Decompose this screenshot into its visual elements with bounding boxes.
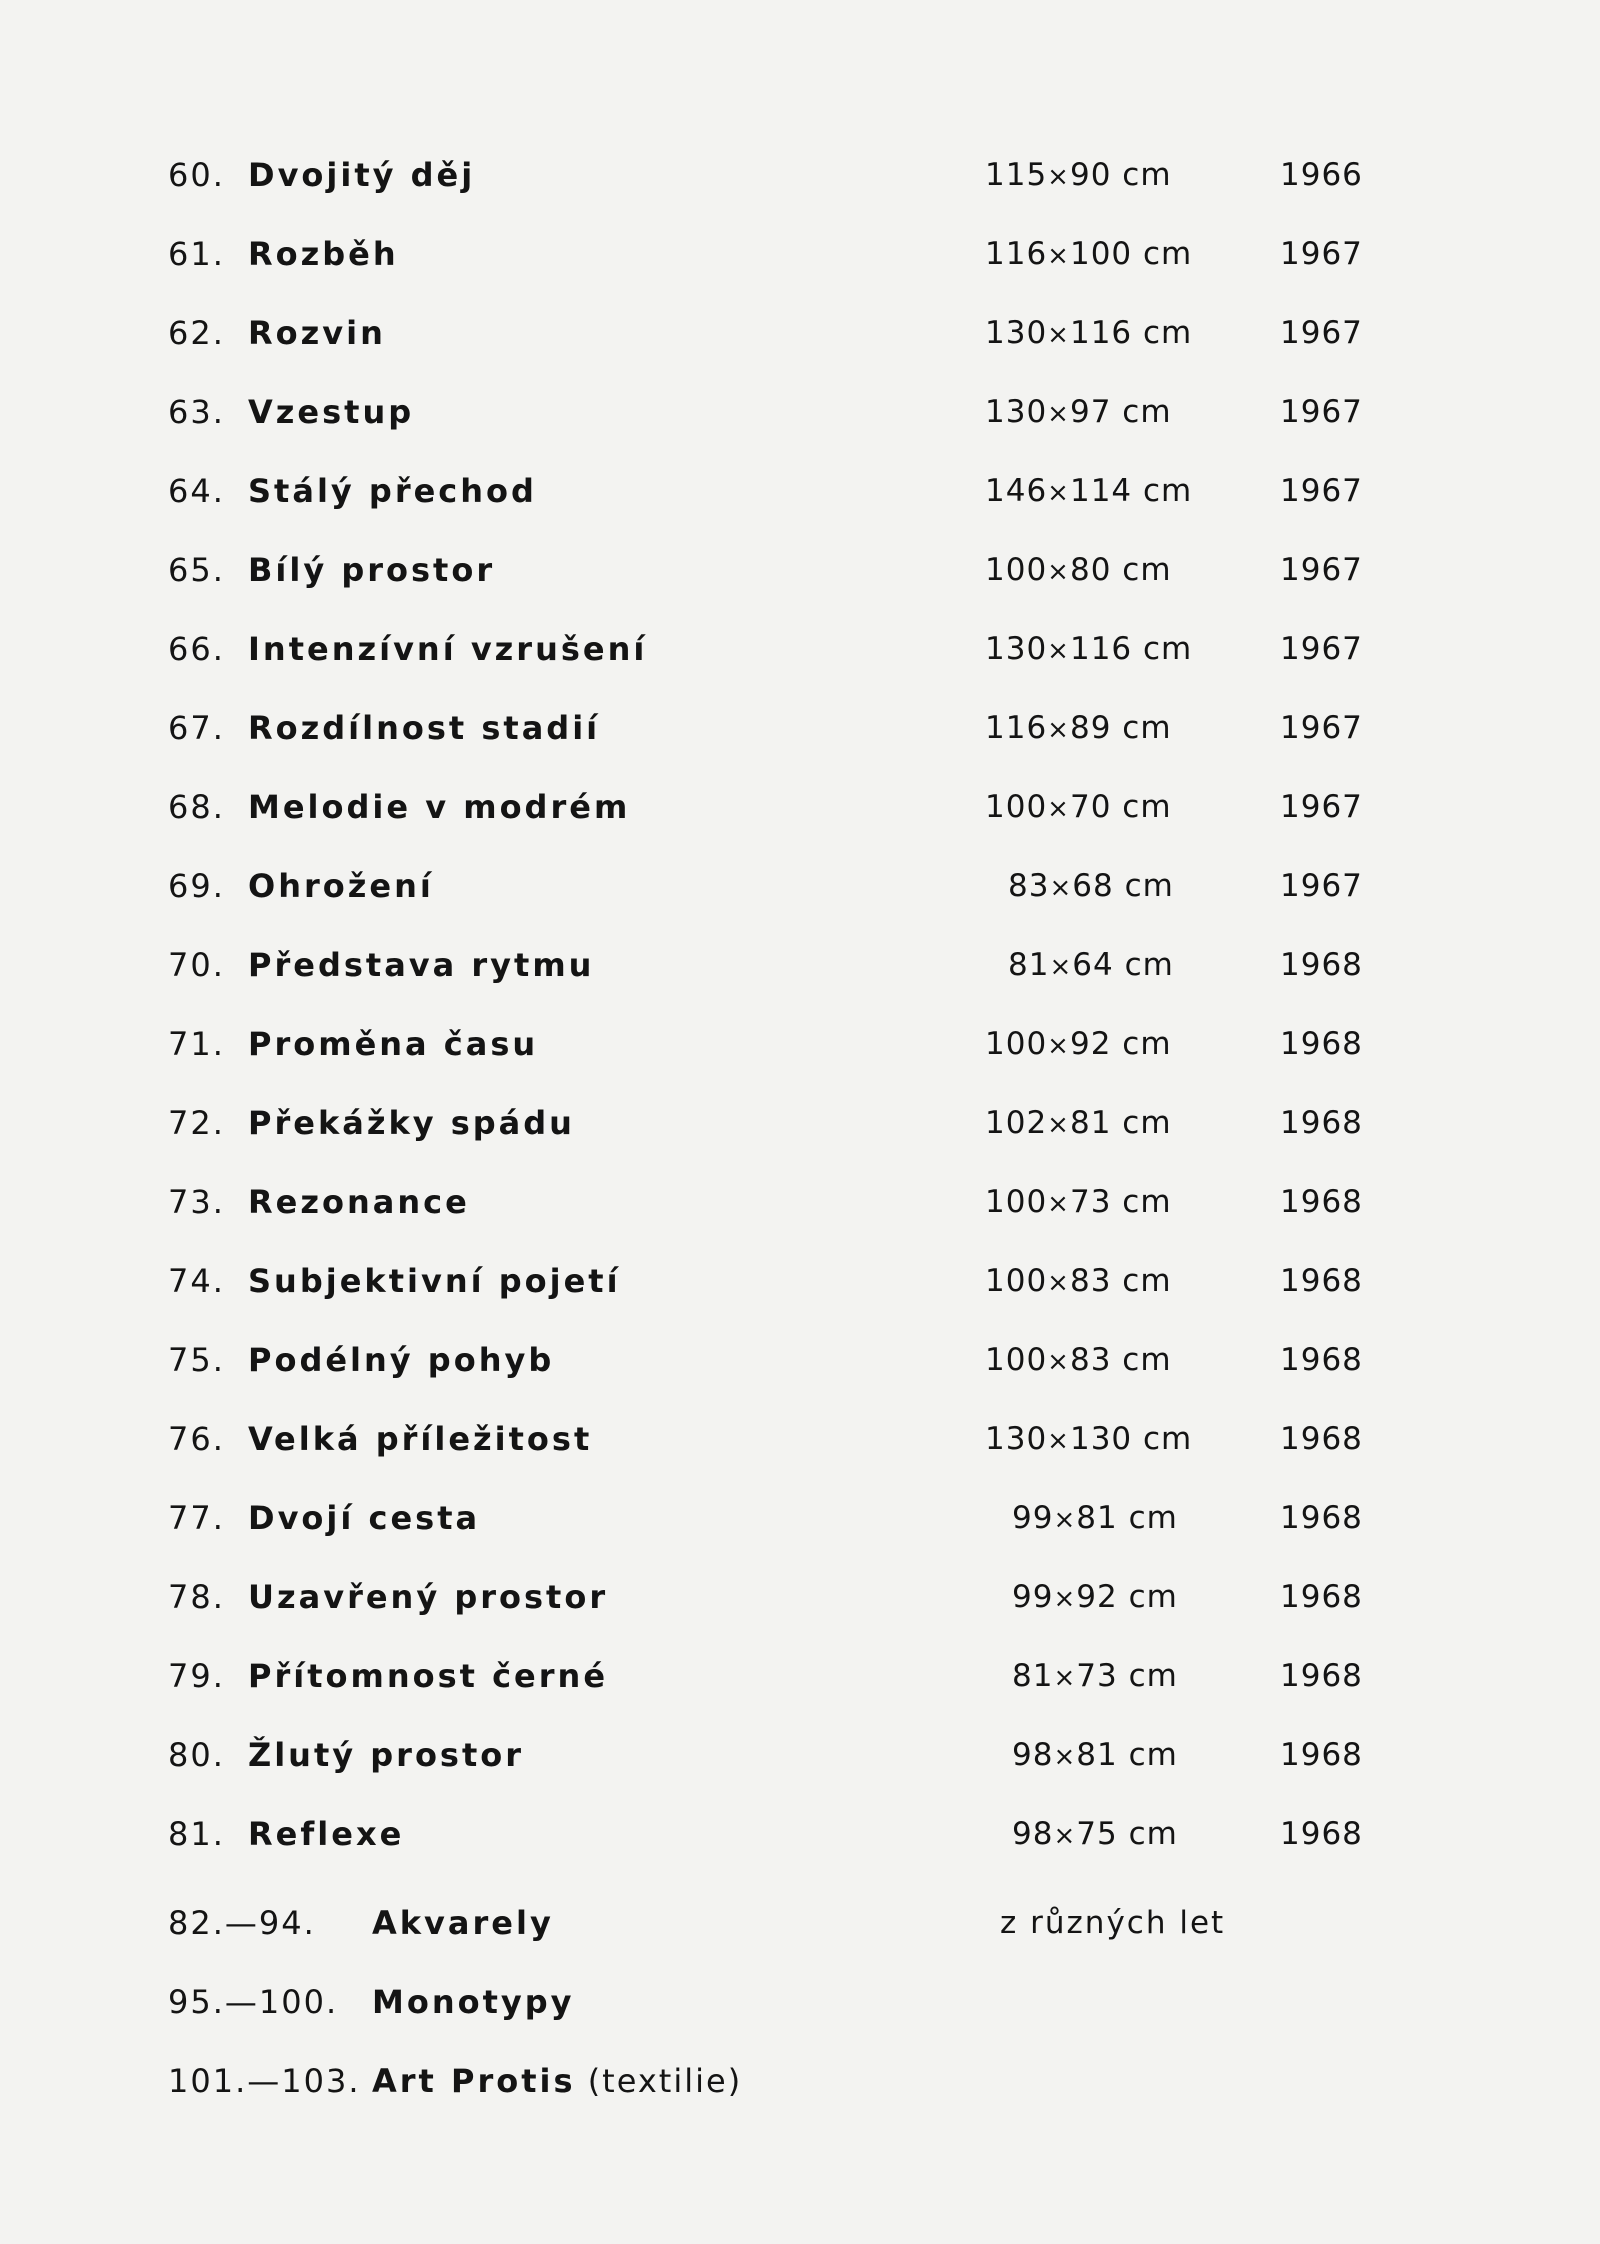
entry-dimensions: 99×92 cm bbox=[1012, 1579, 1178, 1615]
entry-title: Rozdílnost stadií bbox=[248, 709, 601, 747]
range-title: Monotypy bbox=[372, 1983, 575, 2021]
entry-title: Rozběh bbox=[248, 235, 399, 273]
catalogue-entry bbox=[0, 224, 1600, 284]
entry-title: Stálý přechod bbox=[248, 472, 537, 510]
entry-title: Proměna času bbox=[248, 1025, 539, 1063]
entry-title: Dvojí cesta bbox=[248, 1499, 481, 1537]
entry-title: Uzavřený prostor bbox=[248, 1578, 609, 1616]
entry-year: 1967 bbox=[1280, 473, 1363, 509]
entry-number: 68. bbox=[168, 788, 225, 826]
entry-year: 1968 bbox=[1280, 1263, 1363, 1299]
entry-year: 1968 bbox=[1280, 1421, 1363, 1457]
entry-dimensions: 116×100 cm bbox=[985, 236, 1193, 272]
entry-dimensions: 146×114 cm bbox=[985, 473, 1193, 509]
entry-dimensions: 98×81 cm bbox=[1012, 1737, 1178, 1773]
entry-number: 76. bbox=[168, 1420, 225, 1458]
entry-number: 63. bbox=[168, 393, 225, 431]
entry-year: 1967 bbox=[1280, 789, 1363, 825]
entry-number: 61. bbox=[168, 235, 225, 273]
catalogue-entry bbox=[0, 698, 1600, 758]
entry-number: 67. bbox=[168, 709, 225, 747]
entry-dimensions: 130×116 cm bbox=[985, 631, 1193, 667]
catalogue-entry bbox=[0, 1725, 1600, 1785]
entry-year: 1968 bbox=[1280, 1342, 1363, 1378]
entry-dimensions: 115×90 cm bbox=[985, 157, 1172, 193]
entry-title: Melodie v modrém bbox=[248, 788, 631, 826]
entry-title: Bílý prostor bbox=[248, 551, 496, 589]
catalogue-entry bbox=[0, 1488, 1600, 1548]
catalogue-entry bbox=[0, 461, 1600, 521]
entry-dimensions: 81×73 cm bbox=[1012, 1658, 1178, 1694]
entry-dimensions: 100×83 cm bbox=[985, 1263, 1172, 1299]
entry-number: 81. bbox=[168, 1815, 225, 1853]
catalogue-entry bbox=[0, 145, 1600, 205]
entry-dimensions: 130×97 cm bbox=[985, 394, 1172, 430]
entry-year: 1967 bbox=[1280, 710, 1363, 746]
entry-title: Ohrožení bbox=[248, 867, 434, 905]
entry-dimensions: 130×116 cm bbox=[985, 315, 1193, 351]
entry-title: Dvojitý děj bbox=[248, 156, 476, 194]
range-title: Art Protis (textilie) bbox=[372, 2062, 743, 2100]
entry-year: 1967 bbox=[1280, 552, 1363, 588]
catalogue-entry bbox=[0, 1804, 1600, 1864]
catalogue-range-entry bbox=[0, 2051, 1600, 2111]
entry-year: 1968 bbox=[1280, 1105, 1363, 1141]
entry-title: Rozvin bbox=[248, 314, 386, 352]
entry-dimensions: 130×130 cm bbox=[985, 1421, 1193, 1457]
entry-dimensions: 100×73 cm bbox=[985, 1184, 1172, 1220]
entry-number: 74. bbox=[168, 1262, 225, 1300]
entry-year: 1967 bbox=[1280, 868, 1363, 904]
range-number: 82.—94. bbox=[168, 1904, 316, 1942]
catalogue-entry bbox=[0, 856, 1600, 916]
entry-title: Žlutý prostor bbox=[248, 1736, 525, 1774]
entry-year: 1968 bbox=[1280, 1500, 1363, 1536]
catalogue-entry bbox=[0, 777, 1600, 837]
entry-dimensions: 116×89 cm bbox=[985, 710, 1172, 746]
entry-dimensions: 100×92 cm bbox=[985, 1026, 1172, 1062]
entry-dimensions: 100×83 cm bbox=[985, 1342, 1172, 1378]
catalogue-entry bbox=[0, 1093, 1600, 1153]
catalogue-entry bbox=[0, 1014, 1600, 1074]
range-number: 95.—100. bbox=[168, 1983, 339, 2021]
entry-dimensions: 98×75 cm bbox=[1012, 1816, 1178, 1852]
entry-number: 80. bbox=[168, 1736, 225, 1774]
entry-year: 1968 bbox=[1280, 947, 1363, 983]
entry-dimensions: 100×70 cm bbox=[985, 789, 1172, 825]
range-title: Akvarely bbox=[372, 1904, 554, 1942]
entry-number: 70. bbox=[168, 946, 225, 984]
entry-title: Podélný pohyb bbox=[248, 1341, 555, 1379]
entry-title: Subjektivní pojetí bbox=[248, 1262, 621, 1300]
entry-year: 1968 bbox=[1280, 1026, 1363, 1062]
entry-number: 65. bbox=[168, 551, 225, 589]
entry-title: Velká příležitost bbox=[248, 1420, 593, 1458]
catalogue-range-entry bbox=[0, 1972, 1600, 2032]
entry-year: 1968 bbox=[1280, 1579, 1363, 1615]
entry-number: 66. bbox=[168, 630, 225, 668]
entry-year: 1968 bbox=[1280, 1737, 1363, 1773]
entry-year: 1968 bbox=[1280, 1816, 1363, 1852]
entry-dimensions: 81×64 cm bbox=[1008, 947, 1174, 983]
catalogue-entry bbox=[0, 540, 1600, 600]
entry-year: 1967 bbox=[1280, 394, 1363, 430]
entry-title: Reflexe bbox=[248, 1815, 405, 1853]
entry-dimensions: 100×80 cm bbox=[985, 552, 1172, 588]
entry-dimensions: 99×81 cm bbox=[1012, 1500, 1178, 1536]
entry-number: 64. bbox=[168, 472, 225, 510]
entry-number: 79. bbox=[168, 1657, 225, 1695]
catalogue-entry bbox=[0, 619, 1600, 679]
range-note: (textilie) bbox=[575, 2062, 743, 2100]
entry-title: Přítomnost černé bbox=[248, 1657, 609, 1695]
entry-number: 60. bbox=[168, 156, 225, 194]
entry-number: 62. bbox=[168, 314, 225, 352]
entry-number: 75. bbox=[168, 1341, 225, 1379]
entry-title: Intenzívní vzrušení bbox=[248, 630, 648, 668]
entry-number: 71. bbox=[168, 1025, 225, 1063]
entry-number: 72. bbox=[168, 1104, 225, 1142]
catalogue-entry bbox=[0, 303, 1600, 363]
entry-year: 1966 bbox=[1280, 157, 1363, 193]
entry-title: Překážky spádu bbox=[248, 1104, 575, 1142]
entry-year: 1968 bbox=[1280, 1184, 1363, 1220]
catalogue-entry bbox=[0, 1172, 1600, 1232]
entry-dimensions: 83×68 cm bbox=[1008, 868, 1174, 904]
entry-title: Rezonance bbox=[248, 1183, 470, 1221]
catalogue-entry bbox=[0, 935, 1600, 995]
catalogue-entry bbox=[0, 1251, 1600, 1311]
entry-year: 1967 bbox=[1280, 315, 1363, 351]
entry-year: 1968 bbox=[1280, 1658, 1363, 1694]
entry-title: Vzestup bbox=[248, 393, 415, 431]
entry-number: 78. bbox=[168, 1578, 225, 1616]
catalogue-entry bbox=[0, 1567, 1600, 1627]
entry-number: 69. bbox=[168, 867, 225, 905]
catalogue-entry bbox=[0, 1330, 1600, 1390]
entry-year: 1967 bbox=[1280, 236, 1363, 272]
catalogue-entry bbox=[0, 1646, 1600, 1706]
entry-year: 1967 bbox=[1280, 631, 1363, 667]
entry-number: 77. bbox=[168, 1499, 225, 1537]
entry-number: 73. bbox=[168, 1183, 225, 1221]
entry-dimensions: 102×81 cm bbox=[985, 1105, 1172, 1141]
range-date: z různých let bbox=[1000, 1905, 1226, 1941]
range-number: 101.—103. bbox=[168, 2062, 361, 2100]
entry-title: Představa rytmu bbox=[248, 946, 595, 984]
catalogue-range-entry bbox=[0, 1893, 1600, 1953]
catalogue-entry bbox=[0, 1409, 1600, 1469]
catalogue-entry bbox=[0, 382, 1600, 442]
